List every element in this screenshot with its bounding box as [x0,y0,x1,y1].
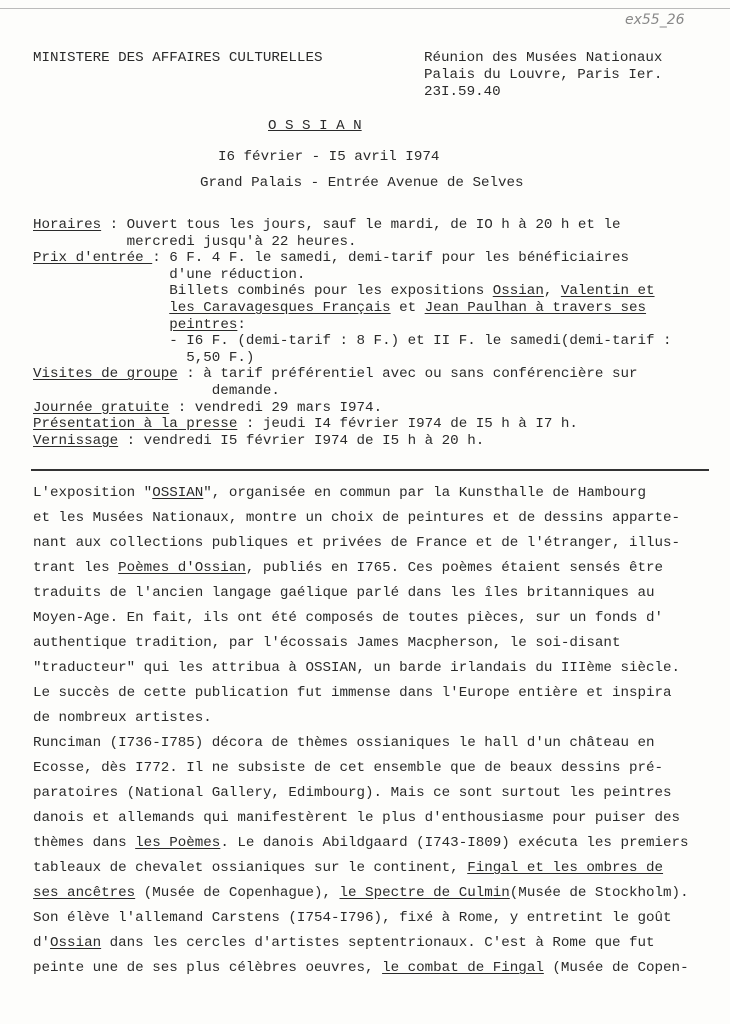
underlined-text: OSSIAN [152,485,204,501]
underlined-text: Jean Paulhan à travers ses [424,300,647,316]
body-line [33,510,680,526]
text-segment: d'une réduction. [33,266,306,283]
phone-number: 23I.59.40 [424,84,501,100]
text-segment: : vendredi I5 février I974 de I5 h à 20 h. [118,432,485,449]
text-segment: . Le danois Abildgaard (I743-I809) exécuta les premiers [220,835,689,851]
body-line [33,585,655,601]
text-segment: Moyen-Age. En fait, ils ont été composés de toutes pièces, sur un fonds d' [33,610,664,626]
info-line [33,350,254,366]
exhibition-venue: Grand Palais - Entrée Avenue de Selves [200,175,524,191]
underlined-text: Horaires [33,217,102,233]
body-line [33,785,672,801]
info-line [33,283,655,299]
underlined-text: Vernissage [33,432,119,449]
text-segment: ", organisée en commun par la Kunsthalle de Hambourg [203,485,647,501]
underlined-text: Fingal et les ombres de [467,860,664,876]
text-segment: traduits de l'ancien langage gaélique parlé dans les îles britanniques au [33,585,655,601]
divider [31,469,709,471]
text-segment: : jeudi I4 février I974 de I5 h à I7 h. [237,416,578,433]
text-segment: nant aux collections publiques et privées de France et de l'étranger, illus- [33,535,681,551]
body-line [33,760,663,776]
info-line [33,366,638,382]
text-segment: thèmes dans [33,835,136,851]
text-segment: L'exposition " [33,485,153,501]
text-segment: 5,50 F.) [33,349,255,366]
underlined-text: les Poèmes [135,835,221,851]
text-segment: , publiés en I765. Ces poèmes étaient sensés être [245,560,664,576]
info-line [33,400,382,416]
text-segment: (Musée de Copen- [543,960,689,976]
info-line [33,217,620,233]
body-line [33,660,680,676]
text-segment: Son élève l'allemand Carstens (I754-I796), fixé à Rome, y entretint le goût [33,910,672,926]
text-segment: : Ouvert tous les jours, sauf le mardi, de IO h à 20 h et le [101,217,621,233]
text-segment: danois et allemands qui manifestèrent le plus d'enthousiasme pour puiser des [33,810,681,826]
info-line [33,333,672,349]
underlined-text: Ossian [50,935,102,951]
text-segment: Ecosse, dès I772. Il ne subsiste de cet ensemble que de beaux dessins pré- [33,760,664,776]
text-segment: et les Musées Nationaux, montre un choix de peintures et de dessins apparte- [33,510,681,526]
text-segment: , [543,283,561,300]
body-line [33,685,672,701]
body-line [33,860,663,876]
body-line [33,910,672,926]
text-segment: - I6 F. (demi-tarif : 8 F.) et II F. le samedi(demi-tarif : [33,333,672,350]
underlined-text: le combat de Fingal [382,960,544,976]
body-line [33,485,646,501]
text-segment: paratoires (National Gallery, Edimbourg). Mais ce sont surtout les peintres [33,785,672,801]
body-line [33,710,212,726]
text-segment: Runciman (I736-I785) décora de thèmes ossianiques le hall d'un château en [33,735,655,751]
text-segment: dans les cercles d'artistes septentrionaux. C'est à Rome que fut [101,935,655,951]
handwritten-reference: ex55_26 [625,12,685,28]
info-line [33,383,280,399]
body-line [33,885,689,901]
underlined-text: les Caravagesques Français [169,300,391,316]
text-segment: authentique tradition, par l'écossais James Macpherson, le soi-disant [33,635,621,651]
info-line [33,250,629,266]
underlined-text: Présentation à la presse [33,416,238,433]
text-segment: mercredi jusqu'à 22 heures. [33,233,357,250]
text-segment: tableaux de chevalet ossianiques sur le continent, [33,860,468,876]
exhibition-dates: I6 février - I5 avril I974 [218,149,440,165]
body-line [33,810,680,826]
ministry-header: MINISTERE DES AFFAIRES CULTURELLES [33,50,323,66]
underlined-text: Valentin et [560,283,655,300]
info-line [33,416,578,432]
body-line [33,610,663,626]
text-segment: et [390,300,425,316]
page-edge [0,8,730,9]
text-segment: : vendredi 29 mars I974. [169,399,383,416]
text-segment: (Musée de Copenhague), [135,885,340,901]
text-segment: Billets combinés pour les expositions [33,283,493,300]
underlined-text: Poèmes d'Ossian [118,560,246,576]
underlined-text: Prix d'entrée [33,250,153,267]
body-line [33,535,680,551]
address-line: Palais du Louvre, Paris Ier. [424,67,663,83]
info-line [33,433,484,449]
underlined-text: le Spectre de Culmin [339,885,510,901]
text-segment: : [237,316,246,333]
text-segment: "traducteur" qui les attribua à OSSIAN, un barde irlandais du IIIème siècle. [33,660,681,676]
body-line [33,635,620,651]
info-line [33,300,646,316]
text-segment: d' [33,935,51,951]
info-line [33,317,246,333]
underlined-text: Ossian [492,283,544,300]
text-segment: Le succès de cette publication fut immense dans l'Europe entière et inspira [33,685,672,701]
text-segment: trant les [33,560,119,576]
body-line [33,735,655,751]
underlined-text: ses ancêtres [33,885,136,901]
text-segment [33,317,169,333]
text-segment [33,300,169,316]
text-segment: : à tarif préférentiel avec ou sans conférencière sur [177,366,638,383]
text-segment: (Musée de Stockholm). [509,885,689,901]
underlined-text: peintres [169,316,238,333]
address-line: Réunion des Musées Nationaux [424,50,663,66]
text-segment: : 6 F. 4 F. le samedi, demi-tarif pour les bénéficiaires [152,250,629,267]
underlined-text: Journée gratuite [33,399,170,416]
underlined-text: Visites de groupe [33,366,178,383]
text-segment: demande. [33,383,280,399]
info-line [33,267,305,283]
body-line [33,935,655,951]
exhibition-title: O S S I A N [268,118,362,134]
text-segment: peinte une de ses plus célèbres oeuvres, [33,960,383,976]
body-line [33,835,689,851]
body-line [33,960,689,976]
body-line [33,560,663,576]
text-segment: de nombreux artistes. [33,710,212,726]
info-line [33,234,357,250]
